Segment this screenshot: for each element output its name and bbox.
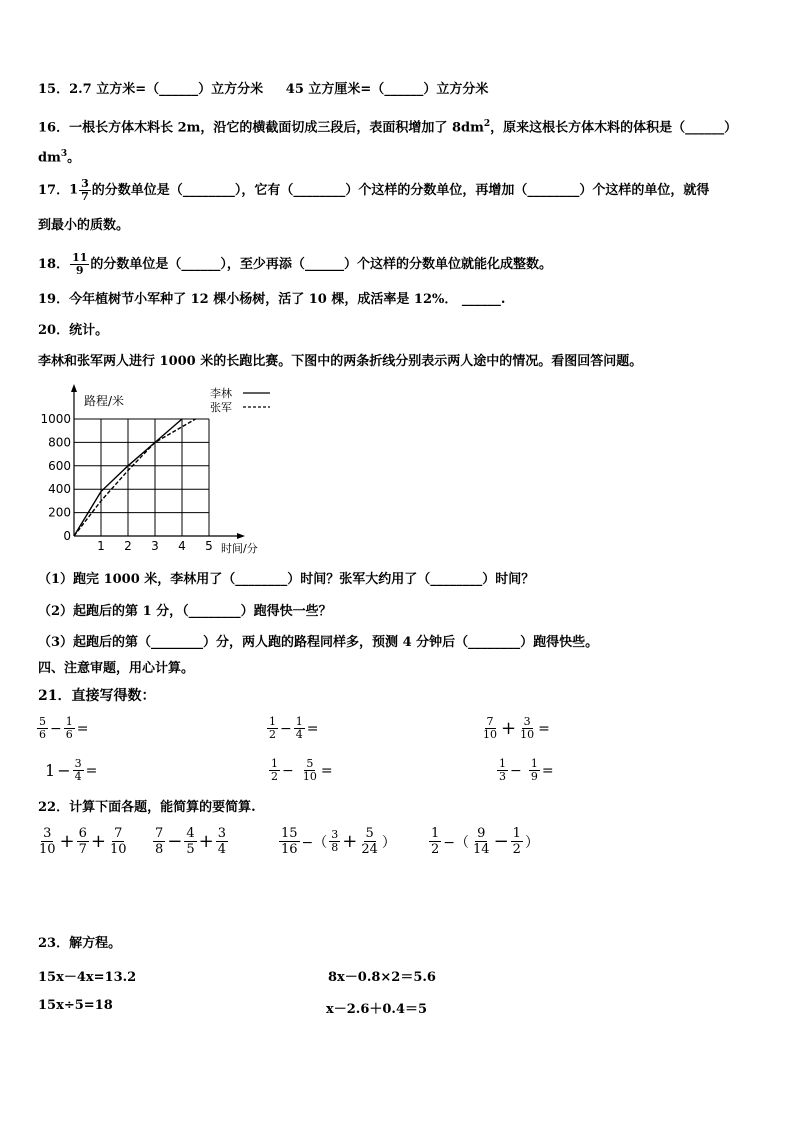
question-23 bbox=[38, 934, 121, 954]
denominator: 4 bbox=[217, 842, 227, 857]
denominator: 3 bbox=[499, 770, 506, 783]
denominator: 10 bbox=[39, 842, 56, 857]
fraction bbox=[329, 829, 340, 854]
sub1-text-c: ）时间？ bbox=[482, 572, 535, 587]
q19-text: 今年植树节小军种了 12 棵小杨树，活了 10 棵，成活率是 12%． bbox=[69, 292, 458, 307]
question-20 bbox=[38, 321, 108, 341]
x-tick-label: 4 bbox=[178, 539, 186, 553]
q22-expr-1 bbox=[36, 826, 130, 857]
q21-item-1 bbox=[36, 716, 89, 741]
q21-item-4 bbox=[44, 758, 98, 783]
answer-blank[interactable]: ______ bbox=[685, 120, 725, 136]
fraction bbox=[301, 758, 319, 783]
numerator: 9 bbox=[477, 826, 486, 841]
close-paren: ） bbox=[524, 834, 539, 851]
fraction bbox=[429, 826, 441, 857]
answer-blank[interactable]: ________ bbox=[235, 572, 288, 587]
x-tick-label: 2 bbox=[124, 539, 132, 553]
q20-sub3 bbox=[38, 633, 598, 653]
fraction bbox=[77, 826, 89, 857]
question-number: 19． bbox=[38, 292, 70, 307]
fraction bbox=[108, 826, 129, 857]
numerator: 1 bbox=[530, 757, 538, 770]
denominator: 5 bbox=[186, 842, 195, 857]
sub2-text-a: （2）起跑后的第 1 分，（ bbox=[38, 604, 189, 619]
equation-2: 8x－0.8×2＝5.6 bbox=[328, 970, 436, 985]
legend-label: 李林 bbox=[210, 387, 232, 400]
numerator: 11 bbox=[72, 251, 88, 264]
sub3-text-c: ）跑得快些。 bbox=[520, 635, 599, 650]
y-tick-label: 1000 bbox=[40, 412, 71, 426]
q21-item-2 bbox=[266, 716, 319, 741]
y-tick-label: 200 bbox=[48, 505, 71, 520]
section-4-title: 四、注意审题，用心计算。 bbox=[38, 661, 195, 676]
fraction bbox=[216, 826, 228, 857]
fraction bbox=[70, 252, 89, 277]
question-number: 17． bbox=[38, 183, 70, 198]
fraction bbox=[79, 178, 91, 203]
question-number: 20． bbox=[38, 323, 70, 338]
operator: + bbox=[342, 831, 358, 852]
q15-text-a: 2.7 立方米=（ bbox=[69, 82, 160, 97]
fraction bbox=[73, 758, 84, 783]
q21-item-3 bbox=[480, 716, 551, 741]
x-tick-label: 5 bbox=[205, 539, 213, 553]
denominator: 9 bbox=[75, 264, 84, 277]
y-tick-label: 800 bbox=[48, 435, 71, 450]
q16-end2: 。 bbox=[67, 150, 81, 166]
q16-text2: ，原来这根长方体木料的体积是（ bbox=[490, 120, 686, 136]
q17-text-a: 的分数单位是（ bbox=[91, 183, 183, 198]
q17-text-e: ）个这样的单位，就得 bbox=[579, 183, 710, 198]
q20-title: 统计。 bbox=[69, 323, 109, 338]
q17-line2: 到最小的质数。 bbox=[38, 218, 130, 233]
denominator: 10 bbox=[483, 728, 497, 741]
denominator: 24 bbox=[361, 842, 378, 857]
question-18 bbox=[38, 252, 552, 277]
question-21 bbox=[38, 686, 155, 706]
section-heading bbox=[38, 659, 194, 679]
fraction bbox=[481, 716, 499, 741]
denominator: 6 bbox=[39, 728, 46, 741]
denominator: 16 bbox=[281, 842, 298, 857]
equals-sign: = bbox=[541, 762, 554, 779]
q22-expr-3 bbox=[278, 826, 397, 857]
fraction bbox=[471, 826, 492, 857]
operator: − bbox=[280, 720, 292, 737]
answer-blank[interactable]: ________ bbox=[468, 635, 521, 650]
numerator: 7 bbox=[114, 826, 123, 841]
fraction bbox=[359, 826, 380, 857]
q20-intro bbox=[38, 352, 642, 372]
equation-4: x－2.6＋0.4＝5 bbox=[326, 1002, 428, 1017]
question-17 bbox=[38, 178, 709, 203]
q22-expr-4 bbox=[428, 826, 540, 857]
q23-title: 解方程。 bbox=[69, 936, 122, 951]
y-tick-label: 400 bbox=[48, 482, 71, 497]
answer-blank[interactable]: ______ bbox=[384, 82, 424, 97]
q15-text-c: 45 立方厘米=（ bbox=[285, 82, 385, 97]
denominator: 14 bbox=[473, 842, 490, 857]
denominator: 7 bbox=[78, 842, 87, 857]
operator: − bbox=[493, 831, 509, 852]
y-tick-label: 600 bbox=[48, 458, 71, 473]
sub1-text-a: （1）跑完 1000 米，李林用了（ bbox=[38, 572, 236, 587]
whole-number: 1 bbox=[45, 761, 56, 780]
fraction bbox=[37, 826, 58, 857]
denominator: 10 bbox=[302, 770, 317, 783]
equals-sign: = bbox=[538, 720, 550, 737]
numerator: 6 bbox=[78, 826, 87, 841]
numerator: 1 bbox=[65, 715, 73, 728]
denominator: 9 bbox=[530, 770, 538, 783]
numerator: 3 bbox=[331, 828, 339, 841]
fraction bbox=[37, 716, 48, 741]
equals-sign: = bbox=[320, 762, 333, 779]
denominator: 2 bbox=[431, 842, 440, 857]
unit-dm: dm bbox=[38, 150, 61, 166]
question-number: 21． bbox=[38, 688, 72, 704]
answer-blank[interactable]: ________ bbox=[151, 635, 204, 650]
answer-blank[interactable]: ______ bbox=[461, 292, 501, 307]
sub3-text-b: ）分，两人跑的路程同样多，预测 4 分钟后（ bbox=[203, 635, 469, 650]
answer-blank[interactable]: ________ bbox=[430, 572, 483, 587]
answer-blank[interactable]: ________ bbox=[293, 183, 346, 198]
question-number: 22． bbox=[38, 800, 70, 815]
question-number: 23． bbox=[38, 936, 70, 951]
superscript: 3 bbox=[60, 149, 68, 159]
fraction bbox=[153, 826, 165, 857]
x-axis-label: 时间/分 bbox=[221, 542, 258, 555]
operator: − bbox=[282, 762, 294, 779]
numerator: 3 bbox=[217, 826, 227, 841]
equals-sign: = bbox=[85, 762, 98, 779]
q16-end: ） bbox=[724, 120, 738, 136]
numerator: 1 bbox=[271, 757, 278, 770]
denominator: 10 bbox=[110, 842, 127, 857]
denominator: 6 bbox=[65, 728, 73, 741]
q20-sub2 bbox=[38, 602, 332, 622]
answer-blank[interactable]: ________ bbox=[527, 183, 580, 198]
question-22 bbox=[38, 798, 256, 818]
denominator: 2 bbox=[269, 728, 276, 741]
q18-text-b: ），至少再添（ bbox=[220, 257, 305, 272]
x-tick-label: 1 bbox=[97, 539, 105, 553]
denominator: 2 bbox=[512, 842, 521, 857]
question-16 bbox=[38, 114, 737, 138]
legend-label: 张军 bbox=[210, 401, 232, 414]
numerator: 1 bbox=[431, 826, 440, 841]
question-19 bbox=[38, 290, 505, 310]
q21-item-5 bbox=[268, 758, 334, 783]
q18-text-a: 的分数单位是（ bbox=[90, 257, 182, 272]
q19-end: . bbox=[500, 292, 506, 307]
series-line-zhangjun bbox=[74, 419, 196, 536]
q22-title: 计算下面各题，能简算的要简算. bbox=[69, 800, 256, 815]
answer-blank[interactable]: ______ bbox=[304, 257, 344, 272]
x-tick-label: 3 bbox=[151, 539, 159, 553]
equation-1: 15x－4x=13.2 bbox=[38, 970, 137, 985]
q15-text-d: ）立方分米 bbox=[423, 82, 489, 97]
q17-text-c: ）个这样的分数单位，再增加（ bbox=[345, 183, 528, 198]
numerator: 1 bbox=[269, 715, 276, 728]
y-axis-arrow bbox=[71, 384, 77, 392]
close-paren: ） bbox=[381, 834, 396, 851]
q21-title: 直接写得数： bbox=[71, 688, 156, 704]
superscript: 2 bbox=[483, 119, 491, 129]
q18-text-c: ）个这样的分数单位就能化成整数。 bbox=[343, 257, 552, 272]
numerator: 3 bbox=[81, 177, 89, 190]
question-number: 18． bbox=[38, 257, 70, 272]
fraction bbox=[279, 826, 300, 857]
equals-sign: = bbox=[76, 720, 89, 737]
fraction bbox=[269, 758, 280, 783]
question-number: 15． bbox=[38, 82, 70, 97]
numerator: 3 bbox=[523, 715, 531, 728]
mixed-whole: 1 bbox=[69, 182, 79, 198]
numerator: 1 bbox=[295, 715, 303, 728]
equation-3: 15x÷5=18 bbox=[38, 998, 113, 1013]
numerator: 1 bbox=[512, 826, 521, 841]
denominator: 7 bbox=[81, 190, 89, 203]
operator: − bbox=[510, 762, 522, 779]
question-16-line2 bbox=[38, 144, 80, 168]
sub2-text-b: ）跑得快一些？ bbox=[240, 604, 332, 619]
y-tick-label: 0 bbox=[63, 529, 71, 543]
numerator: 3 bbox=[74, 757, 82, 770]
operator: + bbox=[501, 718, 517, 739]
operator: + bbox=[59, 831, 75, 852]
distance-time-chart bbox=[30, 378, 290, 560]
q21-item-6 bbox=[496, 758, 555, 783]
sub3-text-a: （3）起跑后的第（ bbox=[38, 635, 152, 650]
q20-intro-text: 李林和张军两人进行 1000 米的长跑比赛。下图中的两条折线分别表示两人途中的情况。看图回答问题。 bbox=[38, 354, 643, 369]
question-17-line2 bbox=[38, 216, 129, 236]
question-number: 16． bbox=[38, 120, 70, 136]
q22-expr-2 bbox=[152, 826, 229, 857]
fraction bbox=[267, 716, 278, 741]
fraction bbox=[511, 826, 523, 857]
denominator: 10 bbox=[520, 728, 535, 741]
denominator: 4 bbox=[74, 770, 82, 783]
numerator: 5 bbox=[306, 757, 314, 770]
x-axis-arrow bbox=[237, 533, 245, 539]
answer-blank[interactable]: ________ bbox=[182, 183, 235, 198]
numerator: 3 bbox=[43, 826, 52, 841]
operator: − bbox=[57, 761, 71, 780]
numerator: 15 bbox=[281, 826, 298, 841]
operator: + bbox=[198, 831, 214, 852]
q17-text-b: ），它有（ bbox=[234, 183, 294, 198]
operator: − bbox=[50, 720, 62, 737]
fraction bbox=[518, 716, 536, 741]
fraction bbox=[497, 758, 508, 783]
denominator: 8 bbox=[155, 842, 164, 857]
numerator: 7 bbox=[155, 826, 164, 841]
sub1-text-b: ）时间？张军大约用了（ bbox=[287, 572, 431, 587]
numerator: 1 bbox=[499, 757, 506, 770]
fraction bbox=[64, 716, 75, 741]
answer-blank[interactable]: ______ bbox=[181, 257, 221, 272]
operator: −（ bbox=[443, 834, 470, 851]
answer-blank[interactable]: ______ bbox=[159, 82, 199, 97]
fraction bbox=[184, 826, 196, 857]
numerator: 7 bbox=[486, 715, 494, 728]
numerator: 5 bbox=[365, 826, 374, 841]
question-15 bbox=[38, 80, 488, 100]
y-axis-label: 路程/米 bbox=[84, 394, 125, 408]
equals-sign: = bbox=[306, 720, 319, 737]
denominator: 2 bbox=[271, 770, 278, 783]
denominator: 4 bbox=[295, 728, 303, 741]
answer-blank[interactable]: ________ bbox=[188, 604, 241, 619]
q16-text: 一根长方体木料长 2m，沿它的横截面切成三段后，表面积增加了 8dm bbox=[69, 120, 484, 136]
denominator: 8 bbox=[331, 841, 339, 854]
operator: + bbox=[90, 831, 107, 852]
fraction bbox=[294, 716, 305, 741]
numerator: 4 bbox=[186, 826, 195, 841]
operator: − bbox=[167, 831, 183, 852]
operator: −（ bbox=[301, 834, 328, 851]
q20-sub1 bbox=[38, 570, 534, 590]
fraction bbox=[529, 758, 540, 783]
q15-text-b: ）立方分米 bbox=[198, 82, 264, 97]
numerator: 5 bbox=[39, 715, 46, 728]
